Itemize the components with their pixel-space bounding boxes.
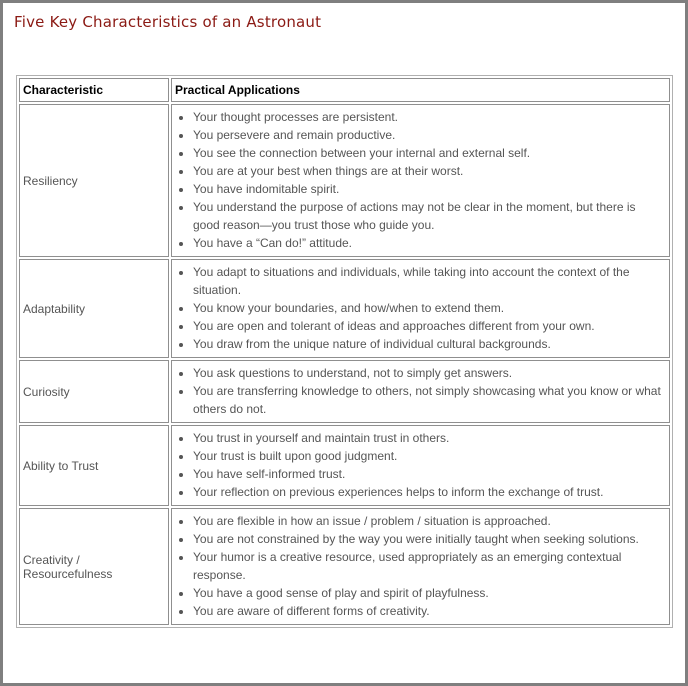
list-item: • You have a “Can do!” attitude. bbox=[193, 234, 665, 252]
applications-cell bbox=[171, 425, 670, 506]
column-header-applications: Practical Applications bbox=[171, 78, 670, 102]
applications-cell bbox=[171, 259, 670, 358]
characteristic-cell: Adaptability bbox=[19, 259, 169, 358]
table-row bbox=[19, 360, 670, 423]
characteristic-cell: Creativity / Resourcefulness bbox=[19, 508, 169, 625]
list-item: • Your thought processes are persistent. bbox=[193, 108, 665, 126]
list-item: • You have self-informed trust. bbox=[193, 465, 665, 483]
list-item: • You adapt to situations and individuals, while taking into account the context of the situation. bbox=[193, 263, 665, 299]
list-item: • Your reflection on previous experiences helps to inform the exchange of trust. bbox=[193, 483, 665, 501]
applications-list bbox=[176, 429, 665, 501]
characteristics-table bbox=[16, 75, 673, 628]
list-item: • You are aware of different forms of creativity. bbox=[193, 602, 665, 620]
applications-list bbox=[176, 108, 665, 252]
list-item: • You are not constrained by the way you were initially taught when seeking solutions. bbox=[193, 530, 665, 548]
list-item: • Your trust is built upon good judgment. bbox=[193, 447, 665, 465]
list-item: • You have a good sense of play and spirit of playfulness. bbox=[193, 584, 665, 602]
list-item: • You are transferring knowledge to others, not simply showcasing what you know or what others do not. bbox=[193, 382, 665, 418]
list-item: • Your humor is a creative resource, used appropriately as an emerging contextual response. bbox=[193, 548, 665, 584]
characteristic-cell: Curiosity bbox=[19, 360, 169, 423]
column-header-characteristic: Characteristic bbox=[19, 78, 169, 102]
table-header-row bbox=[19, 78, 670, 102]
applications-cell bbox=[171, 508, 670, 625]
list-item: • You are open and tolerant of ideas and approaches different from your own. bbox=[193, 317, 665, 335]
table-row bbox=[19, 425, 670, 506]
list-item: • You see the connection between your internal and external self. bbox=[193, 144, 665, 162]
applications-list bbox=[176, 364, 665, 418]
list-item: • You are flexible in how an issue / problem / situation is approached. bbox=[193, 512, 665, 530]
applications-list bbox=[176, 512, 665, 620]
applications-list bbox=[176, 263, 665, 353]
list-item: • You have indomitable spirit. bbox=[193, 180, 665, 198]
table-row bbox=[19, 104, 670, 257]
characteristic-cell: Resiliency bbox=[19, 104, 169, 257]
page-title: Five Key Characteristics of an Astronaut bbox=[14, 13, 322, 31]
list-item: • You are at your best when things are at their worst. bbox=[193, 162, 665, 180]
applications-cell bbox=[171, 104, 670, 257]
table-row bbox=[19, 508, 670, 625]
characteristic-cell: Ability to Trust bbox=[19, 425, 169, 506]
list-item: • You draw from the unique nature of individual cultural backgrounds. bbox=[193, 335, 665, 353]
table-row bbox=[19, 259, 670, 358]
list-item: • You trust in yourself and maintain trust in others. bbox=[193, 429, 665, 447]
applications-cell bbox=[171, 360, 670, 423]
list-item: • You know your boundaries, and how/when to extend them. bbox=[193, 299, 665, 317]
list-item: • You persevere and remain productive. bbox=[193, 126, 665, 144]
list-item: • You ask questions to understand, not to simply get answers. bbox=[193, 364, 665, 382]
list-item: • You understand the purpose of actions may not be clear in the moment, but there is good reason—you trust those who guide you. bbox=[193, 198, 665, 234]
